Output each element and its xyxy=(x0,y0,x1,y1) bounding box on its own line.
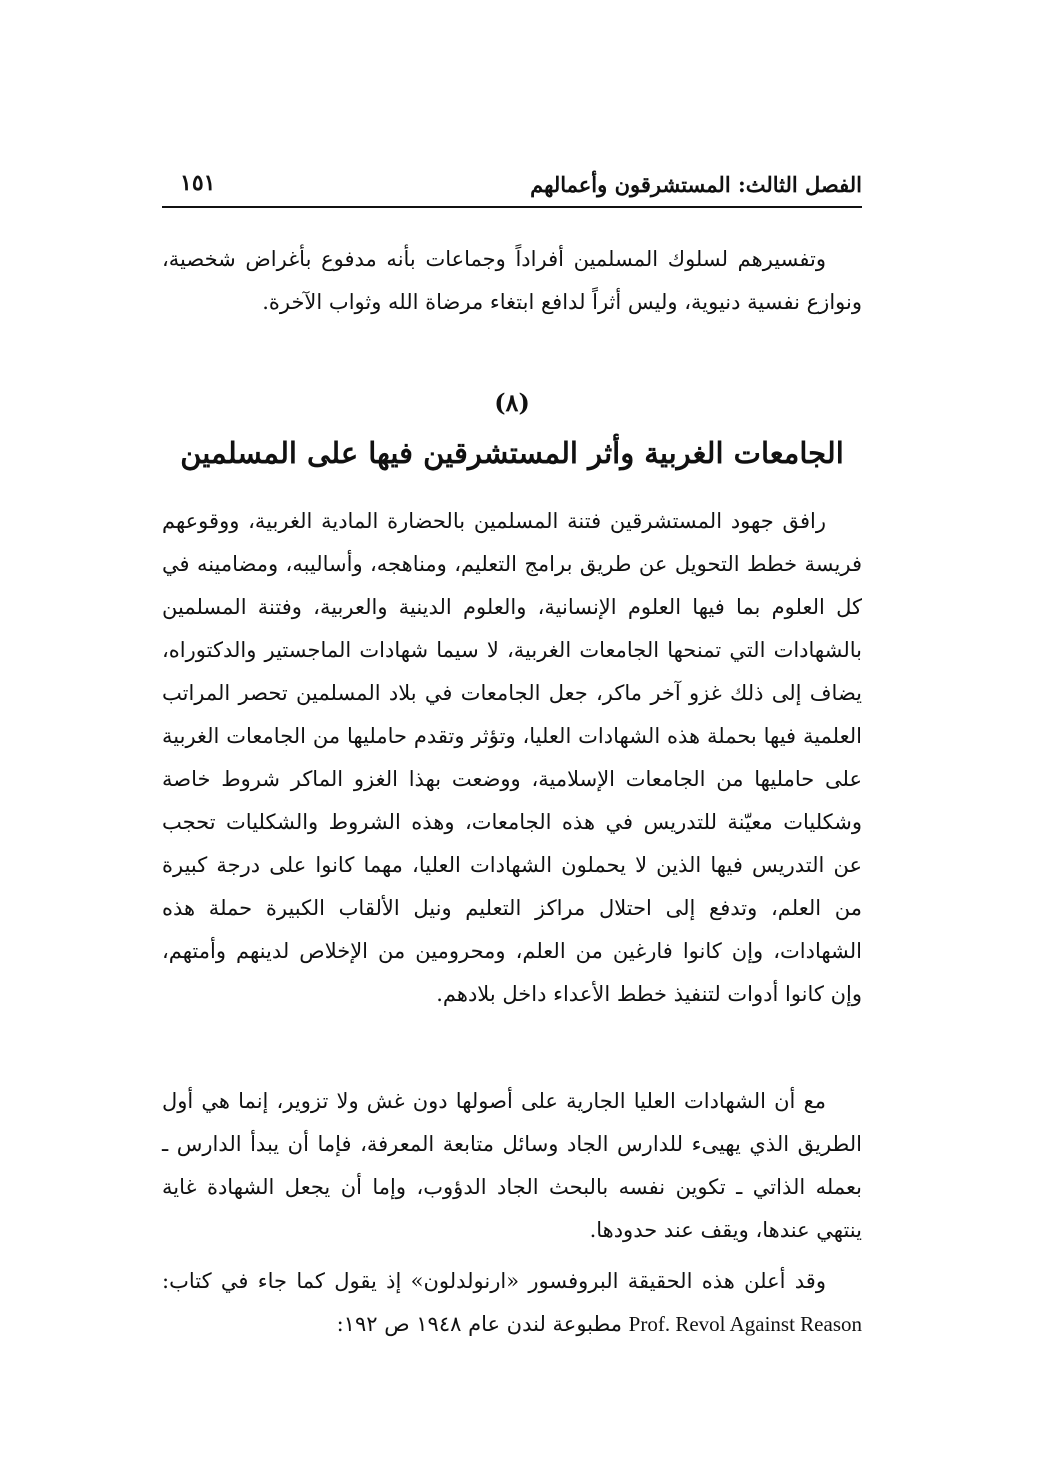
quote-lead: وقد أعلن هذه الحقيقة البروفسور «ارنولدلون» إذ يقول كما جاء في كتاب: xyxy=(162,1269,826,1293)
chapter-title: الفصل الثالث: المستشرقون وأعمالهم xyxy=(530,172,862,197)
page-number: ١٥١ xyxy=(180,170,216,196)
quote-book-title: Prof. Revol Against Reason xyxy=(628,1312,862,1336)
paragraph-degrees-text: مع أن الشهادات العليا الجارية على أصولها دون غش ولا تزوير، إنما هي أول الطريق الذي يهيىء للدارس الجاد وسائل متابعة المعرفة، فإما أن يبدأ الدارس ـ بعمله الذاتي ـ تكوين نفسه بالبحث الجاد الدؤوب، وإما أن يجعل الشهادة غاية ينتهي عندها، ويقف عند حدودها. xyxy=(162,1089,862,1242)
paragraph-main xyxy=(162,500,862,1016)
paragraph-quote-text xyxy=(162,1260,862,1346)
section-title: الجامعات الغربية وأثر المستشرقين فيها على المسلمين xyxy=(180,436,844,470)
paragraph-main-text: رافق جهود المستشرقين فتنة المسلمين بالحضارة المادية الغربية، ووقوعهم فريسة خطط التحويل عن طريق برامج التعليم، ومناهجه، وأساليبه، ومضامينه في كل العلوم بما فيها العلوم الإنسانية، والعلوم الدينية والعربية، وفتنة المسلمين بالشهادات التي تمنحها الجامعات الغربية، لا سيما شهادات الماجستير والدكتوراه، يضاف إلى ذلك غزو آخر ماكر، جعل الجامعات في بلاد المسلمين تحصر المراتب العلمية فيها بحملة هذه الشهادات العليا، وتؤثر وتقدم حامليها من الجامعات الغربية على حامليها من الجامعات الإسلامية، ووضعت بهذا الغزو الماكر شروط خاصة وشكليات معيّنة للتدريس في هذه الجامعات، وهذه الشروط والشكليات تحجب عن التدريس فيها الذين لا يحملون الشهادات العليا، مهما كانوا على درجة كبيرة من العلم، وتدفع إلى احتلال مراكز التعليم ونيل الألقاب الكبيرة حملة هذه الشهادات، وإن كانوا فارغين من العلم، ومحرومين من الإخلاص لدينهم وأمتهم، وإن كانوا أدوات لتنفيذ خطط الأعداء داخل بلادهم. xyxy=(162,509,862,1006)
header-divider xyxy=(162,206,862,208)
paragraph-quote xyxy=(162,1260,862,1346)
running-header xyxy=(162,168,862,208)
quote-tail: مطبوعة لندن عام ١٩٤٨ ص ١٩٢: xyxy=(336,1312,622,1336)
paragraph-intro-text: وتفسيرهم لسلوك المسلمين أفراداً وجماعات بأنه مدفوع بأغراض شخصية، ونوازع نفسية دنيوية، وليس أثراً لدافع ابتغاء مرضاة الله وثواب الآخرة. xyxy=(162,247,862,314)
paragraph-intro xyxy=(162,238,862,324)
paragraph-degrees xyxy=(162,1080,862,1252)
section-number: (٨) xyxy=(494,388,530,417)
